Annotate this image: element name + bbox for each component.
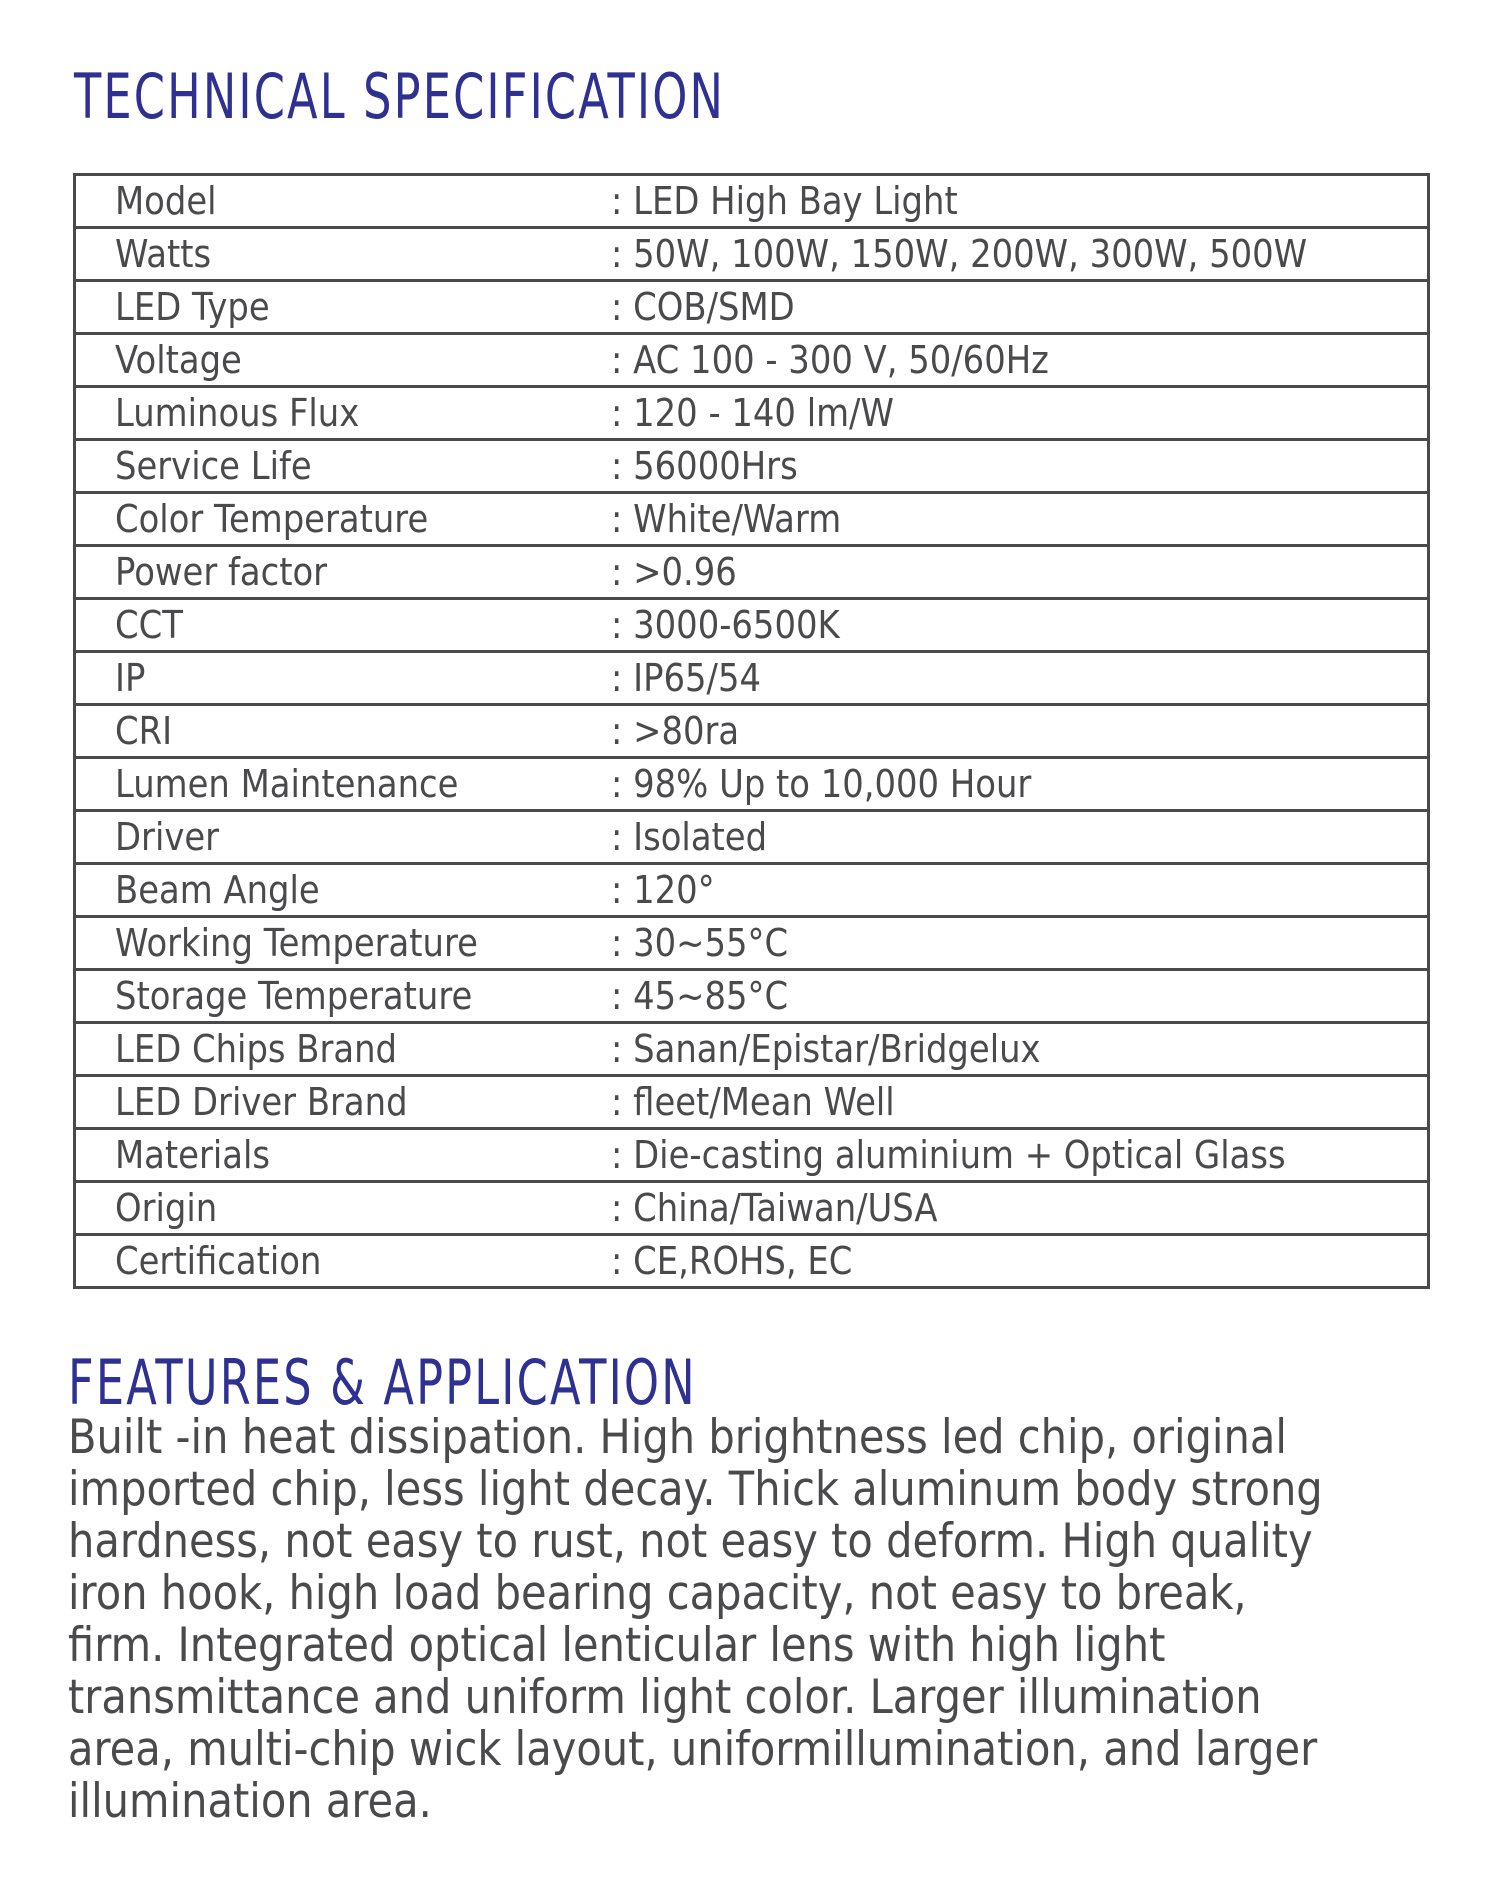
spec-label: IP (115, 656, 146, 700)
spec-value: : 45~85°C (610, 974, 788, 1018)
spec-label: Service Life (115, 444, 312, 488)
spec-label-cell (75, 1182, 611, 1235)
features-text (68, 1412, 1468, 1828)
spec-value: : AC 100 - 300 V, 50/60Hz (610, 338, 1049, 382)
features-line: imported chip, less light decay. Thick aluminum body strong (68, 1462, 1323, 1517)
spec-value: : >80ra (610, 709, 739, 753)
spec-row (75, 917, 1429, 970)
spec-label: Materials (115, 1133, 271, 1177)
spec-label-cell (75, 758, 611, 811)
spec-value-cell (611, 493, 1429, 546)
spec-row (75, 387, 1429, 440)
spec-value-cell (611, 1129, 1429, 1182)
spec-label: Model (115, 179, 217, 223)
spec-value-cell (611, 599, 1429, 652)
spec-row (75, 758, 1429, 811)
spec-label-cell (75, 281, 611, 334)
spec-value-cell (611, 758, 1429, 811)
spec-label: Watts (115, 232, 212, 276)
spec-value-cell (611, 334, 1429, 387)
spec-row (75, 175, 1429, 228)
spec-value-cell (611, 864, 1429, 917)
spec-label-cell (75, 1076, 611, 1129)
spec-value: : 50W, 100W, 150W, 200W, 300W, 500W (610, 232, 1307, 276)
spec-row (75, 652, 1429, 705)
spec-label: CRI (115, 709, 173, 753)
spec-value-cell (611, 1076, 1429, 1129)
spec-label-cell (75, 705, 611, 758)
spec-table (73, 173, 1430, 1289)
spec-value-cell (611, 546, 1429, 599)
spec-value: : CE,ROHS, EC (610, 1239, 852, 1283)
spec-value-cell (611, 811, 1429, 864)
spec-row (75, 546, 1429, 599)
spec-label-cell (75, 175, 611, 228)
spec-label-cell (75, 864, 611, 917)
spec-label-cell (75, 811, 611, 864)
spec-label: LED Driver Brand (115, 1080, 408, 1124)
spec-value: : China/Taiwan/USA (610, 1186, 938, 1230)
features-title: FEATURES & APPLICATION (68, 1346, 697, 1419)
spec-value-cell (611, 970, 1429, 1023)
spec-label-cell (75, 546, 611, 599)
spec-value: : 56000Hrs (610, 444, 798, 488)
spec-row (75, 864, 1429, 917)
spec-label: Driver (115, 815, 220, 859)
spec-label-cell (75, 970, 611, 1023)
features-line: illumination area. (68, 1774, 432, 1829)
spec-row (75, 1076, 1429, 1129)
spec-value: : White/Warm (610, 497, 841, 541)
spec-label-cell (75, 917, 611, 970)
spec-label-cell (75, 1129, 611, 1182)
spec-label-cell (75, 387, 611, 440)
spec-value-cell (611, 281, 1429, 334)
spec-label: LED Type (115, 285, 270, 329)
spec-label: Lumen Maintenance (115, 762, 459, 806)
spec-value: : 120° (610, 868, 715, 912)
spec-value-cell (611, 1023, 1429, 1076)
spec-label-cell (75, 1235, 611, 1288)
spec-value: : LED High Bay Light (610, 179, 958, 223)
features-line: Built -in heat dissipation. High brightness led chip, original (68, 1410, 1287, 1465)
spec-label: Color Temperature (115, 497, 429, 541)
spec-row (75, 1182, 1429, 1235)
features-section (68, 1346, 1468, 1829)
spec-value-cell (611, 917, 1429, 970)
spec-value: : 98% Up to 10,000 Hour (610, 762, 1031, 806)
spec-value-cell (611, 175, 1429, 228)
features-line: hardness, not easy to rust, not easy to deform. High quality (68, 1514, 1313, 1569)
spec-label: CCT (115, 603, 183, 647)
spec-value-cell (611, 387, 1429, 440)
features-line: transmittance and uniform light color. Larger illumination (68, 1670, 1262, 1725)
spec-label-cell (75, 228, 611, 281)
spec-value: : Die-casting aluminium + Optical Glass (610, 1133, 1286, 1177)
spec-label: Power factor (115, 550, 328, 594)
spec-row (75, 1023, 1429, 1076)
spec-value-cell (611, 1235, 1429, 1288)
spec-label: Working Temperature (115, 921, 478, 965)
spec-label-cell (75, 652, 611, 705)
spec-value-cell (611, 652, 1429, 705)
spec-row (75, 440, 1429, 493)
spec-label: Certification (115, 1239, 322, 1283)
features-line: iron hook, high load bearing capacity, not easy to break, (68, 1566, 1247, 1621)
spec-value-cell (611, 1182, 1429, 1235)
spec-row (75, 970, 1429, 1023)
spec-row (75, 1129, 1429, 1182)
spec-label-cell (75, 599, 611, 652)
spec-row (75, 334, 1429, 387)
spec-value: : 30~55°C (610, 921, 788, 965)
spec-label: Origin (115, 1186, 218, 1230)
spec-value: : IP65/54 (610, 656, 761, 700)
spec-label: Beam Angle (115, 868, 320, 912)
spec-label-cell (75, 334, 611, 387)
spec-label-cell (75, 1023, 611, 1076)
spec-value: : Sanan/Epistar/Bridgelux (610, 1027, 1041, 1071)
spec-row (75, 705, 1429, 758)
spec-value: : fleet/Mean Well (610, 1080, 895, 1124)
spec-row (75, 599, 1429, 652)
spec-value: : >0.96 (610, 550, 737, 594)
spec-label: Voltage (115, 338, 242, 382)
spec-value-cell (611, 440, 1429, 493)
spec-row (75, 228, 1429, 281)
spec-label-cell (75, 440, 611, 493)
spec-row (75, 1235, 1429, 1288)
spec-row (75, 493, 1429, 546)
spec-row (75, 811, 1429, 864)
spec-label: Storage Temperature (115, 974, 473, 1018)
features-line: area, multi-chip wick layout, uniformillumination, and larger (68, 1722, 1318, 1777)
spec-value: : 3000-6500K (610, 603, 840, 647)
spec-row (75, 281, 1429, 334)
spec-title: TECHNICAL SPECIFICATION (74, 60, 726, 133)
features-line: firm. Integrated optical lenticular lens with high light (68, 1618, 1166, 1673)
spec-value: : Isolated (610, 815, 767, 859)
spec-value-cell (611, 228, 1429, 281)
spec-label: LED Chips Brand (115, 1027, 398, 1071)
spec-value-cell (611, 705, 1429, 758)
spec-value: : 120 - 140 lm/W (610, 391, 894, 435)
spec-label-cell (75, 493, 611, 546)
spec-value: : COB/SMD (610, 285, 795, 329)
spec-label: Luminous Flux (115, 391, 360, 435)
